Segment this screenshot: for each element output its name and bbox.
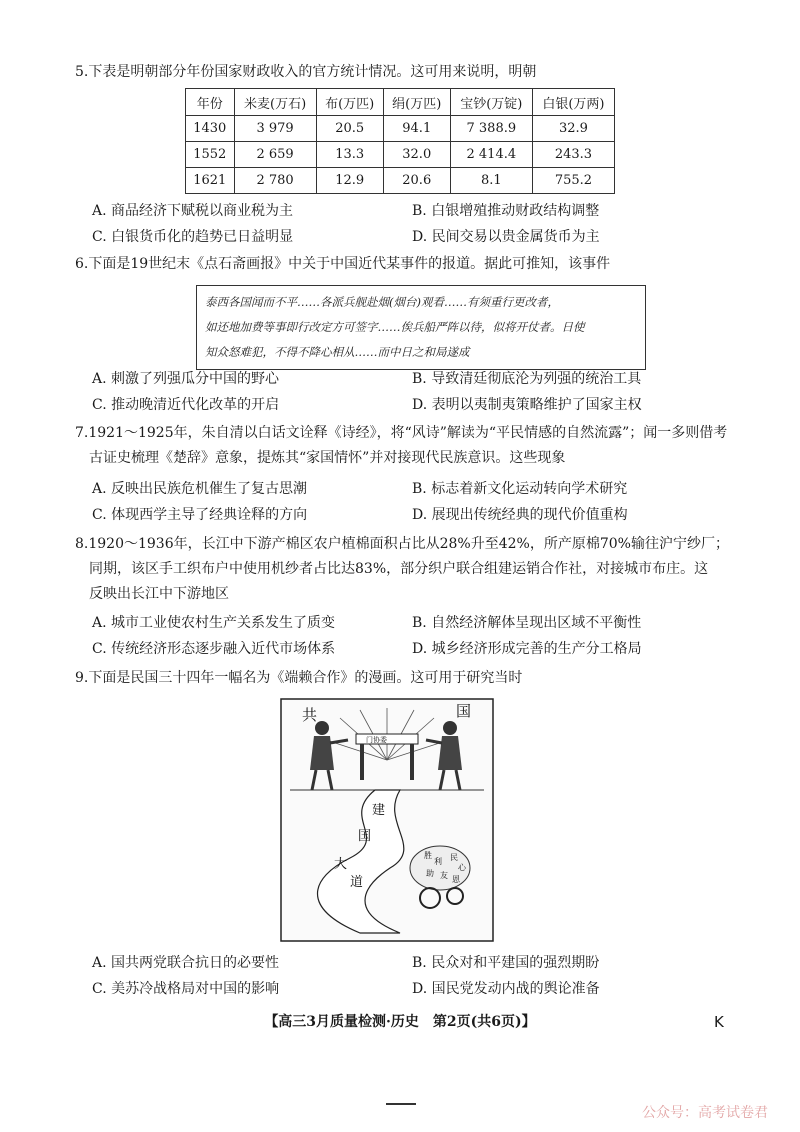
table-row — [186, 168, 615, 194]
watermark: 公众号：高考试卷君 — [642, 1105, 768, 1121]
table-cell: 1430 — [186, 116, 235, 142]
cartoon-left-char: 共 — [302, 706, 318, 724]
option-a[interactable]: A. 国共两党联合抗日的必要性 — [92, 955, 280, 971]
question-7 — [75, 421, 735, 471]
table-cell: 2 659 — [234, 142, 316, 168]
cart-char: 心 — [458, 863, 466, 872]
page-footer: 【高三3月质量检测·历史 第2页(共6页)】 — [264, 1014, 536, 1030]
table-cell: 32.0 — [383, 142, 450, 168]
cart-char: 利 — [434, 857, 442, 866]
road-char: 大 — [334, 857, 348, 872]
question-6-stem: 6.下面是19世纪末《点石斋画报》中关于中国近代某事件的报道。据此可推知，该事件 — [75, 256, 611, 272]
question-5-options — [92, 198, 732, 250]
road-char: 道 — [350, 875, 364, 890]
cart-char: 助 — [426, 869, 434, 878]
option-d[interactable]: D. 城乡经济形成完善的生产分工格局 — [412, 641, 642, 657]
cartoon-gate-text: 门协委 — [366, 736, 387, 744]
option-c[interactable]: C. 体现西学主导了经典诠释的方向 — [92, 507, 308, 523]
table-cell: 8.1 — [450, 168, 532, 194]
question-5-stem: 5.下表是明朝部分年份国家财政收入的官方统计情况。这可用来说明，明朝 — [75, 64, 537, 80]
road-char: 国 — [358, 829, 372, 844]
option-b[interactable]: B. 白银增殖推动财政结构调整 — [412, 203, 600, 219]
question-7-stem-line1: 7.1921～1925年，朱自清以白话文诠释《诗经》，将“风诗”解读为“平民情感的自然流露”；闻一多则借考 — [75, 425, 728, 441]
question-7-stem-line2: 古证史梳理《楚辞》意象，提炼其“家国情怀”并对接现代民族意识。这些现象 — [89, 450, 566, 466]
cart-char: 民 — [450, 853, 458, 862]
cart-char: 胜 — [424, 851, 432, 860]
table-cell: 32.9 — [532, 116, 614, 142]
table-cell: 2 780 — [234, 168, 316, 194]
road-char: 建 — [372, 803, 386, 818]
table-cell: 20.6 — [383, 168, 450, 194]
option-a[interactable]: A. 商品经济下赋税以商业税为主 — [92, 203, 294, 219]
table-cell: 13.3 — [316, 142, 383, 168]
table-cell: 243.3 — [532, 142, 614, 168]
table-header-cell: 白银(万两) — [532, 89, 614, 116]
cart-char: 恩 — [452, 875, 460, 884]
question-8-options — [92, 610, 732, 662]
table-cell: 755.2 — [532, 168, 614, 194]
option-d[interactable]: D. 表明以夷制夷策略维护了国家主权 — [412, 397, 642, 413]
option-b[interactable]: B. 自然经济解体呈现出区域不平衡性 — [412, 615, 642, 631]
table-header-cell: 绢(万匹) — [383, 89, 450, 116]
option-b[interactable]: B. 导致清廷彻底沦为列强的统治工具 — [412, 371, 642, 387]
table-cell: 3 979 — [234, 116, 316, 142]
option-d[interactable]: D. 民间交易以贵金属货币为主 — [412, 229, 600, 245]
option-d[interactable]: D. 展现出传统经典的现代价值重构 — [412, 507, 628, 523]
option-a[interactable]: A. 刺激了列强瓜分中国的野心 — [92, 371, 280, 387]
table-cell: 20.5 — [316, 116, 383, 142]
option-b[interactable]: B. 标志着新文化运动转向学术研究 — [412, 481, 628, 497]
table-header-cell: 宝钞(万锭) — [450, 89, 532, 116]
option-c[interactable]: C. 推动晚清近代化改革的开启 — [92, 397, 280, 413]
question-6 — [75, 252, 735, 277]
question-8-stem-line3: 反映出长江中下游地区 — [89, 586, 229, 602]
table-cell: 7 388.9 — [450, 116, 532, 142]
quote-line: 知众怒难犯，不得不降心相从……而中日之和局遂成 — [205, 345, 470, 359]
quote-line: 泰西各国闻而不平……各派兵舰赴烟(烟台)观看……有须重行更改者， — [205, 295, 559, 309]
cartoon-image — [280, 698, 494, 942]
question-8 — [75, 532, 735, 607]
question-9-options — [92, 950, 732, 1002]
fiscal-income-table — [185, 88, 615, 194]
question-9-stem: 9.下面是民国三十四年一幅名为《端赖合作》的漫画。这可用于研究当时 — [75, 670, 523, 686]
option-d[interactable]: D. 国民党发动内战的舆论准备 — [412, 981, 600, 997]
option-a[interactable]: A. 反映出民族危机催生了复古思潮 — [92, 481, 308, 497]
table-header-row — [186, 89, 615, 116]
question-5 — [75, 60, 735, 85]
cartoon-right-char: 国 — [456, 702, 472, 720]
table-cell: 1552 — [186, 142, 235, 168]
newspaper-quote — [196, 285, 646, 370]
quote-line: 如还地加费等事即行改定方可签字……俟兵船严阵以待，似将开仗者。日使 — [205, 320, 585, 334]
table-header-cell: 布(万匹) — [316, 89, 383, 116]
option-c[interactable]: C. 美苏冷战格局对中国的影响 — [92, 981, 280, 997]
table-row — [186, 142, 615, 168]
option-c[interactable]: C. 传统经济形态逐步融入近代市场体系 — [92, 641, 336, 657]
table-cell: 94.1 — [383, 116, 450, 142]
option-c[interactable]: C. 白银货币化的趋势已日益明显 — [92, 229, 294, 245]
table-cell: 2 414.4 — [450, 142, 532, 168]
question-8-stem-line2: 同期，该区手工织布户中使用机纱者占比达83%，部分织户联合组建运销合作社，对接城市布庄。这 — [89, 561, 709, 577]
table-header-cell: 米麦(万石) — [234, 89, 316, 116]
option-a[interactable]: A. 城市工业使农村生产关系发生了质变 — [92, 615, 336, 631]
table-header-cell: 年份 — [186, 89, 235, 116]
question-7-options — [92, 476, 732, 528]
table-row — [186, 116, 615, 142]
version-letter: K — [714, 1013, 724, 1031]
page-mark — [386, 1103, 416, 1105]
cart-char: 友 — [440, 871, 448, 880]
table-cell: 1621 — [186, 168, 235, 194]
question-9 — [75, 666, 735, 691]
option-b[interactable]: B. 民众对和平建国的强烈期盼 — [412, 955, 600, 971]
question-8-stem-line1: 8.1920～1936年，长江中下游产棉区农户植棉面积占比从28%升至42%，所产原棉70%输往沪宁纱厂； — [75, 536, 729, 552]
table-cell: 12.9 — [316, 168, 383, 194]
question-6-options — [92, 366, 732, 418]
